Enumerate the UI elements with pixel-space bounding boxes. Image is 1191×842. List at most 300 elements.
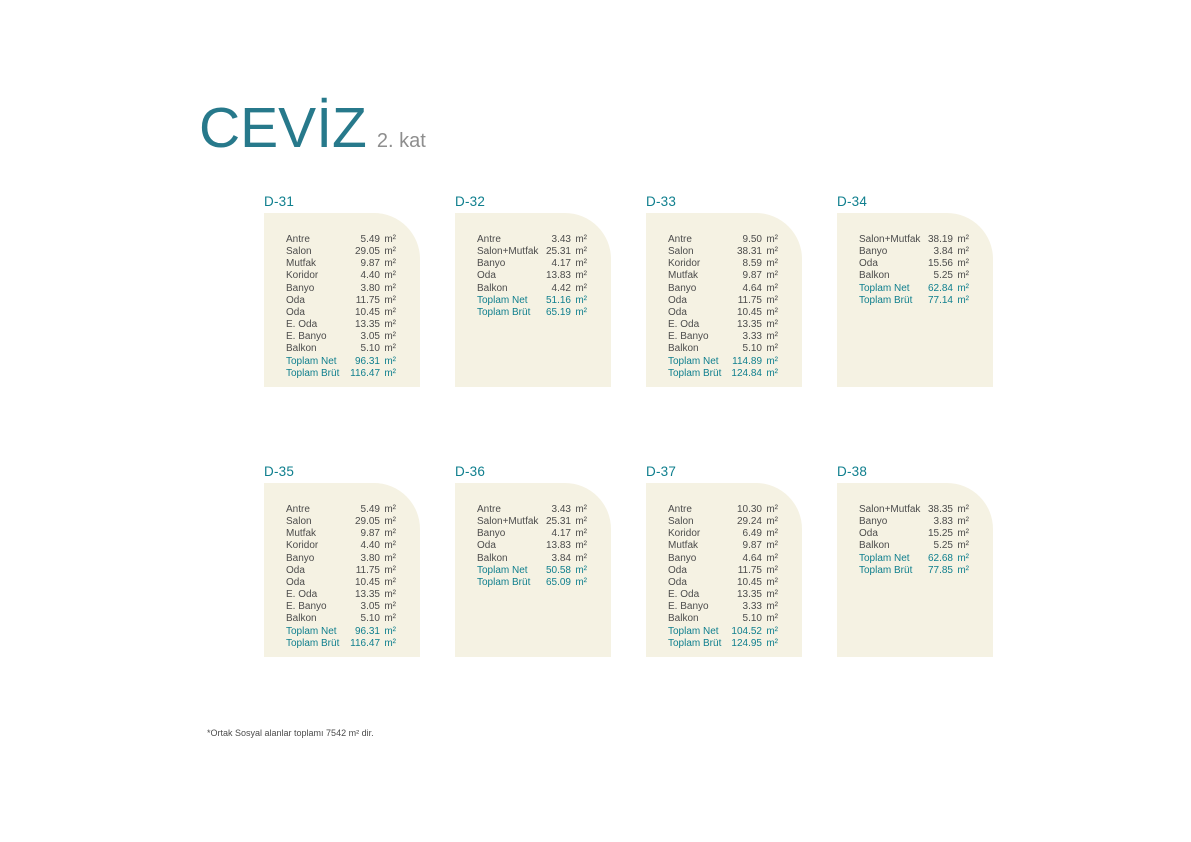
floor-label: 2. kat [376, 130, 426, 152]
area-value: 5.25 [933, 270, 953, 282]
area-unit: m² [384, 246, 396, 258]
area-value: 11.75 [737, 294, 762, 306]
area-row [477, 258, 587, 270]
area-value: 25.31 [545, 246, 571, 258]
area-row [859, 540, 969, 552]
page-title: CEVİZ [199, 96, 367, 160]
unit-cell [646, 464, 802, 657]
room-label: Toplam Brüt [477, 576, 531, 588]
area-value: 9.87 [742, 540, 762, 552]
total-row [477, 565, 587, 577]
area-row [477, 528, 587, 540]
total-row [859, 283, 969, 295]
area-row [668, 528, 778, 540]
area-value: 10.45 [354, 576, 380, 588]
area-unit: m² [575, 540, 587, 552]
area-value: 25.31 [545, 516, 571, 528]
unit-rows [286, 234, 396, 380]
unit-card [455, 213, 611, 387]
area-value: 3.80 [360, 282, 380, 294]
area-unit: m² [957, 540, 969, 552]
area-unit: m² [957, 246, 969, 258]
room-label: Toplam Net [286, 355, 337, 367]
room-label: E. Oda [286, 589, 318, 601]
area-value: 5.49 [360, 234, 380, 245]
unit-rows [668, 504, 778, 650]
area-value: 124.95 [731, 637, 762, 649]
room-label: Toplam Net [477, 294, 528, 306]
area-unit: m² [384, 540, 396, 552]
unit-cell [646, 194, 802, 387]
units-grid [264, 194, 993, 657]
area-row [286, 516, 396, 528]
total-row [668, 368, 778, 380]
area-unit: m² [575, 282, 587, 294]
area-row [668, 553, 778, 565]
area-value: 3.33 [742, 601, 762, 613]
area-unit: m² [575, 552, 587, 564]
area-row [286, 283, 396, 295]
area-unit: m² [575, 516, 587, 528]
area-row [286, 504, 396, 516]
area-value: 4.64 [742, 282, 762, 294]
room-label: Salon+Mutfak [859, 504, 921, 515]
room-label: Salon+Mutfak [859, 234, 921, 245]
area-row [668, 577, 778, 589]
unit-rows [859, 504, 969, 577]
room-label: Oda [286, 306, 305, 318]
area-row [668, 246, 778, 258]
unit-card [646, 213, 802, 387]
area-unit: m² [766, 601, 778, 613]
area-unit: m² [766, 564, 778, 576]
area-unit: m² [575, 234, 587, 245]
room-label: Koridor [286, 540, 319, 552]
room-label: Toplam Brüt [286, 637, 340, 649]
room-label: Oda [668, 306, 687, 318]
area-unit: m² [384, 319, 396, 331]
area-value: 3.05 [360, 331, 380, 343]
area-row [668, 319, 778, 331]
area-row [477, 504, 587, 516]
area-value: 104.52 [731, 625, 762, 637]
unit-cell [455, 194, 611, 387]
area-row [286, 577, 396, 589]
area-row [668, 307, 778, 319]
room-label: Balkon [859, 270, 890, 282]
area-unit: m² [384, 270, 396, 282]
room-label: Oda [859, 258, 878, 270]
area-row [286, 553, 396, 565]
area-unit: m² [957, 270, 969, 282]
area-value: 11.75 [737, 564, 762, 576]
area-value: 5.10 [360, 343, 380, 355]
area-value: 4.40 [360, 270, 380, 282]
unit-card [455, 483, 611, 657]
area-row [668, 516, 778, 528]
area-row [286, 295, 396, 307]
area-value: 77.14 [927, 294, 953, 306]
area-value: 9.87 [360, 258, 380, 270]
area-unit: m² [384, 528, 396, 540]
area-row [859, 504, 969, 516]
area-row [286, 270, 396, 282]
unit-id: D-36 [455, 464, 486, 479]
area-value: 38.19 [927, 234, 953, 245]
area-unit: m² [957, 552, 969, 564]
room-label: E. Banyo [668, 331, 709, 343]
room-label: Banyo [286, 282, 315, 294]
area-value: 3.84 [933, 246, 953, 258]
total-row [859, 295, 969, 307]
area-value: 4.64 [742, 552, 762, 564]
area-value: 4.40 [360, 540, 380, 552]
room-label: Antre [286, 504, 310, 515]
area-row [668, 601, 778, 613]
area-row [668, 283, 778, 295]
room-label: Toplam Net [286, 625, 337, 637]
area-unit: m² [384, 516, 396, 528]
area-row [286, 601, 396, 613]
total-row [859, 553, 969, 565]
room-label: Toplam Net [859, 282, 910, 294]
area-row [477, 516, 587, 528]
room-label: Oda [477, 270, 496, 282]
area-unit: m² [766, 331, 778, 343]
room-label: Banyo [477, 258, 506, 270]
area-unit: m² [575, 258, 587, 270]
area-unit: m² [384, 637, 396, 649]
area-unit: m² [766, 343, 778, 355]
total-row [286, 638, 396, 650]
room-label: Oda [859, 528, 878, 540]
area-unit: m² [384, 504, 396, 515]
area-value: 65.09 [545, 576, 571, 588]
area-unit: m² [384, 576, 396, 588]
area-unit: m² [766, 270, 778, 282]
area-value: 29.05 [354, 516, 380, 528]
total-row [668, 356, 778, 368]
area-unit: m² [766, 306, 778, 318]
room-label: Salon+Mutfak [477, 246, 539, 258]
room-label: Oda [286, 576, 305, 588]
area-value: 15.25 [927, 528, 953, 540]
area-unit: m² [384, 552, 396, 564]
area-unit: m² [766, 552, 778, 564]
area-value: 3.84 [551, 552, 571, 564]
room-label: Koridor [668, 258, 701, 270]
area-row [668, 270, 778, 282]
room-label: Mutfak [668, 540, 699, 552]
area-row [859, 246, 969, 258]
footnote: *Ortak Sosyal alanlar toplamı 7542 m² dir. [207, 728, 374, 738]
area-value: 4.42 [551, 282, 571, 294]
area-value: 29.24 [736, 516, 762, 528]
room-label: Toplam Net [477, 564, 528, 576]
room-label: Toplam Net [668, 355, 719, 367]
area-row [286, 331, 396, 343]
area-row [668, 258, 778, 270]
room-label: Balkon [668, 613, 699, 625]
area-unit: m² [766, 528, 778, 540]
room-label: Salon [668, 246, 694, 258]
area-unit: m² [575, 246, 587, 258]
area-value: 10.45 [736, 306, 762, 318]
area-value: 62.68 [927, 552, 953, 564]
area-row [286, 319, 396, 331]
area-value: 3.43 [551, 234, 571, 245]
area-value: 96.31 [354, 625, 380, 637]
unit-card [264, 483, 420, 657]
total-row [477, 307, 587, 319]
area-unit: m² [575, 576, 587, 588]
room-label: Antre [286, 234, 310, 245]
area-row [668, 504, 778, 516]
total-row [286, 626, 396, 638]
room-label: Oda [668, 576, 687, 588]
area-unit: m² [766, 294, 778, 306]
area-unit: m² [384, 355, 396, 367]
area-value: 13.35 [354, 589, 380, 601]
area-unit: m² [766, 540, 778, 552]
total-row [859, 565, 969, 577]
unit-cell [837, 464, 993, 657]
area-unit: m² [957, 258, 969, 270]
room-label: E. Oda [668, 589, 700, 601]
area-row [286, 565, 396, 577]
unit-card [264, 213, 420, 387]
area-row [668, 589, 778, 601]
room-label: Toplam Net [859, 552, 910, 564]
area-unit: m² [957, 564, 969, 576]
area-value: 10.45 [354, 306, 380, 318]
area-unit: m² [766, 589, 778, 601]
area-row [477, 234, 587, 246]
room-label: Oda [286, 294, 305, 306]
room-label: Salon [286, 246, 312, 258]
area-row [477, 246, 587, 258]
area-unit: m² [766, 576, 778, 588]
area-unit: m² [766, 246, 778, 258]
area-value: 3.80 [360, 552, 380, 564]
area-unit: m² [384, 343, 396, 355]
area-row [286, 528, 396, 540]
area-row [668, 565, 778, 577]
room-label: E. Banyo [668, 601, 709, 613]
room-label: Balkon [477, 282, 508, 294]
unit-card [837, 483, 993, 657]
room-label: Mutfak [286, 528, 317, 540]
area-value: 62.84 [927, 282, 953, 294]
total-row [668, 626, 778, 638]
area-unit: m² [766, 282, 778, 294]
area-value: 114.89 [732, 355, 762, 367]
area-unit: m² [766, 504, 778, 515]
area-value: 10.45 [736, 576, 762, 588]
area-value: 3.05 [360, 601, 380, 613]
area-value: 15.56 [927, 258, 953, 270]
room-label: Balkon [286, 613, 317, 625]
room-label: Oda [477, 540, 496, 552]
room-label: Toplam Brüt [477, 306, 531, 318]
unit-rows [859, 234, 969, 307]
room-label: E. Oda [668, 319, 700, 331]
room-label: Koridor [286, 270, 319, 282]
room-label: Toplam Brüt [668, 367, 722, 379]
unit-card [837, 213, 993, 387]
area-unit: m² [766, 637, 778, 649]
room-label: E. Banyo [286, 331, 327, 343]
area-row [286, 258, 396, 270]
area-unit: m² [766, 516, 778, 528]
area-value: 9.50 [742, 234, 762, 245]
area-row [859, 270, 969, 282]
area-unit: m² [575, 270, 587, 282]
room-label: Balkon [859, 540, 890, 552]
room-label: Antre [477, 504, 501, 515]
area-row [286, 540, 396, 552]
room-label: Toplam Net [668, 625, 719, 637]
area-row [668, 234, 778, 246]
area-unit: m² [957, 282, 969, 294]
area-unit: m² [384, 613, 396, 625]
area-unit: m² [575, 504, 587, 515]
area-value: 13.35 [354, 319, 380, 331]
area-row [668, 613, 778, 625]
area-value: 4.17 [551, 528, 571, 540]
area-unit: m² [384, 294, 396, 306]
unit-id: D-31 [264, 194, 295, 209]
area-unit: m² [384, 589, 396, 601]
unit-id: D-35 [264, 464, 295, 479]
room-label: E. Banyo [286, 601, 327, 613]
area-row [286, 343, 396, 355]
unit-id: D-33 [646, 194, 677, 209]
area-unit: m² [957, 528, 969, 540]
area-unit: m² [575, 528, 587, 540]
area-unit: m² [384, 601, 396, 613]
area-unit: m² [384, 306, 396, 318]
unit-cell [455, 464, 611, 657]
area-unit: m² [384, 625, 396, 637]
room-label: Oda [668, 564, 687, 576]
unit-rows [477, 504, 587, 589]
area-value: 3.43 [551, 504, 571, 515]
area-row [477, 270, 587, 282]
area-row [286, 613, 396, 625]
room-label: Salon [668, 516, 694, 528]
room-label: Balkon [286, 343, 317, 355]
area-row [668, 540, 778, 552]
area-unit: m² [957, 294, 969, 306]
room-label: Banyo [668, 552, 697, 564]
area-row [668, 343, 778, 355]
area-value: 6.49 [742, 528, 762, 540]
room-label: Balkon [668, 343, 699, 355]
area-value: 3.33 [742, 331, 762, 343]
unit-cell [264, 194, 420, 387]
area-value: 5.10 [360, 613, 380, 625]
room-label: Balkon [477, 552, 508, 564]
area-value: 29.05 [354, 246, 380, 258]
room-label: Banyo [668, 282, 697, 294]
area-row [859, 516, 969, 528]
area-value: 3.83 [933, 516, 953, 528]
area-value: 11.75 [355, 294, 380, 306]
total-row [668, 638, 778, 650]
total-row [286, 356, 396, 368]
room-label: Mutfak [286, 258, 317, 270]
area-value: 9.87 [360, 528, 380, 540]
area-unit: m² [957, 516, 969, 528]
area-unit: m² [384, 367, 396, 379]
room-label: Mutfak [668, 270, 699, 282]
room-label: Banyo [859, 516, 888, 528]
area-value: 11.75 [355, 564, 380, 576]
room-label: Salon+Mutfak [477, 516, 539, 528]
area-value: 50.58 [545, 564, 571, 576]
area-unit: m² [766, 355, 778, 367]
room-label: Toplam Brüt [668, 637, 722, 649]
unit-cell [837, 194, 993, 387]
area-unit: m² [766, 367, 778, 379]
area-row [859, 234, 969, 246]
total-row [477, 295, 587, 307]
room-label: Oda [668, 294, 687, 306]
area-unit: m² [384, 564, 396, 576]
area-value: 8.59 [742, 258, 762, 270]
room-label: Antre [668, 234, 692, 245]
unit-rows [668, 234, 778, 380]
total-row [286, 368, 396, 380]
room-label: E. Oda [286, 319, 318, 331]
area-unit: m² [766, 625, 778, 637]
area-row [668, 295, 778, 307]
area-value: 116.47 [350, 637, 380, 649]
area-row [859, 528, 969, 540]
room-label: Toplam Brüt [859, 294, 913, 306]
unit-id: D-37 [646, 464, 677, 479]
area-value: 116.47 [350, 367, 380, 379]
area-row [859, 258, 969, 270]
room-label: Banyo [859, 246, 888, 258]
room-label: Toplam Brüt [286, 367, 340, 379]
area-row [477, 553, 587, 565]
room-label: Banyo [286, 552, 315, 564]
area-row [668, 331, 778, 343]
area-unit: m² [766, 319, 778, 331]
area-value: 4.17 [551, 258, 571, 270]
area-unit: m² [575, 564, 587, 576]
area-unit: m² [957, 504, 969, 515]
unit-cell [264, 464, 420, 657]
area-row [477, 283, 587, 295]
room-label: Koridor [668, 528, 701, 540]
room-label: Antre [477, 234, 501, 245]
area-unit: m² [957, 234, 969, 245]
area-unit: m² [575, 294, 587, 306]
area-unit: m² [766, 613, 778, 625]
area-value: 5.49 [360, 504, 380, 515]
area-row [286, 246, 396, 258]
area-row [286, 307, 396, 319]
room-label: Antre [668, 504, 692, 515]
area-value: 5.10 [742, 343, 762, 355]
page-header [199, 96, 426, 160]
area-value: 13.35 [736, 589, 762, 601]
area-value: 10.30 [736, 504, 762, 515]
area-unit: m² [766, 234, 778, 245]
